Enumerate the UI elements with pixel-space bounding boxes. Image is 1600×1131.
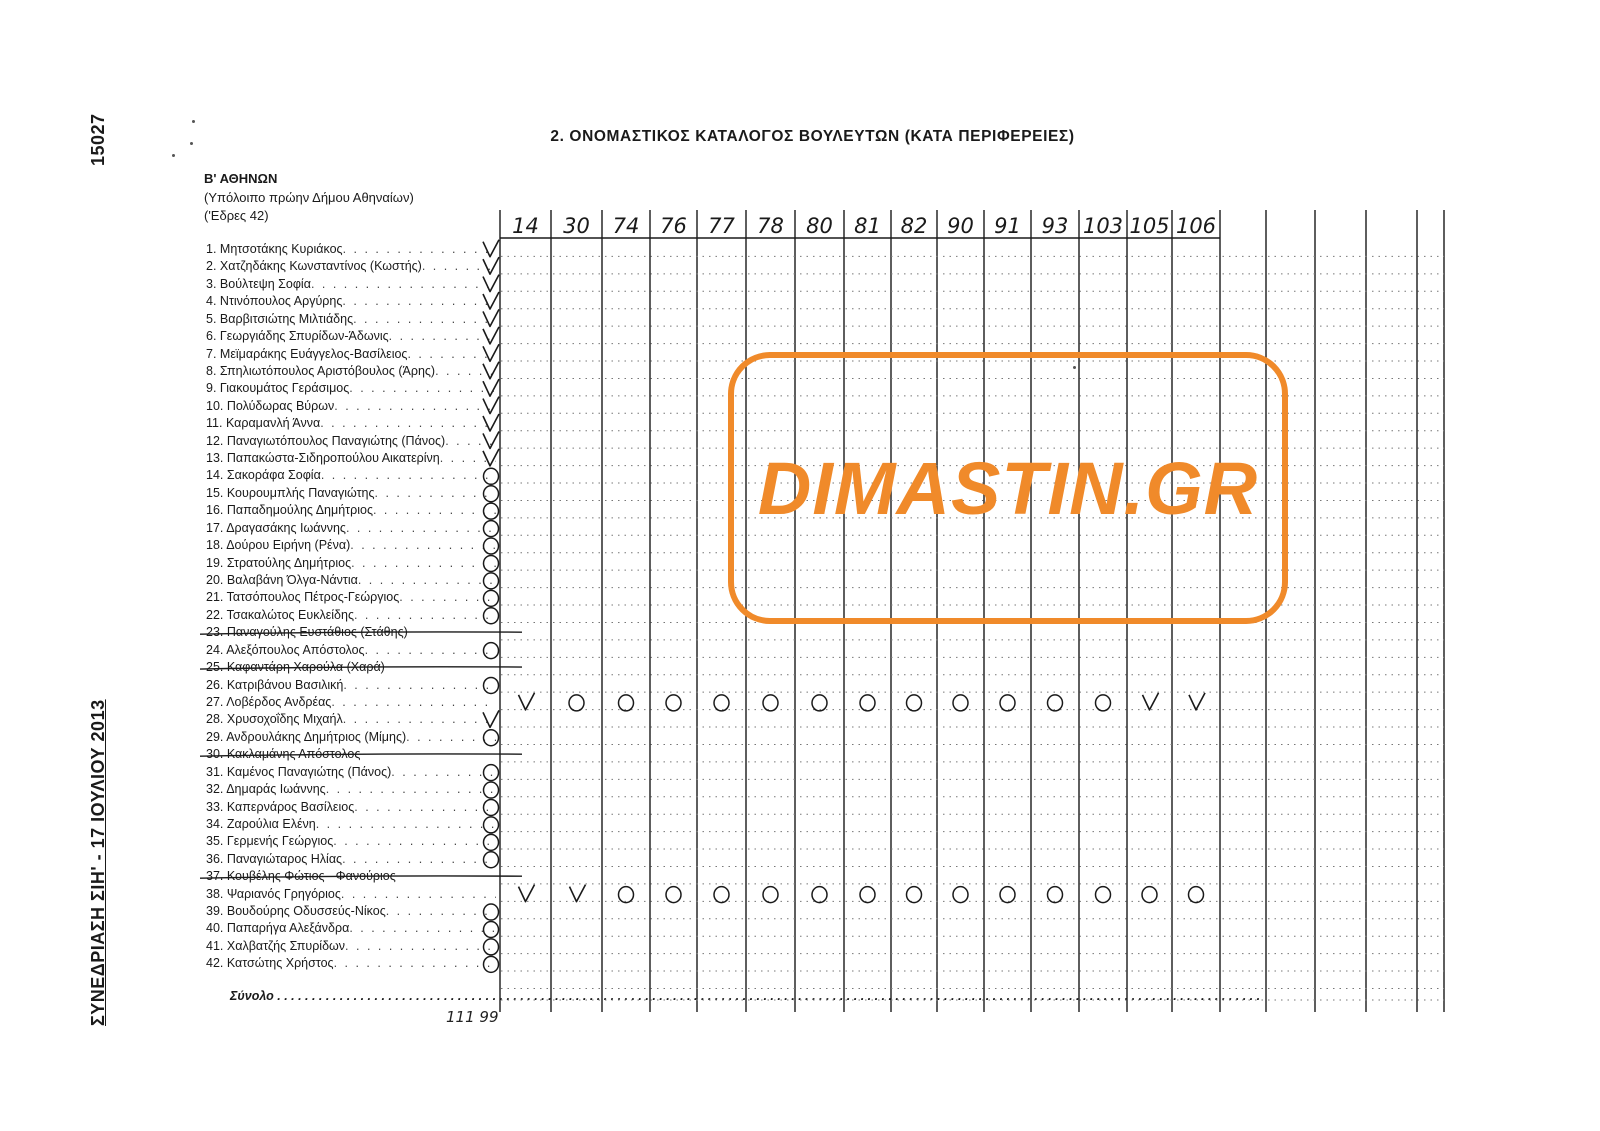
vote-mark-o	[1000, 695, 1015, 711]
strike-line	[200, 754, 522, 756]
total-label: Σύνολο . . . . . . . . . . . . . . . . . . . . . . . . . . . . . . . . . . . . . . . . . . . . . . . . . . . . . . . . . . . . . . . . . . . . . . . . . . . . . . . . . . . . . . . . . . . . . . . . . . . . . . . . . . . . . . . . . . . . . . . . . . . . . . . . . . . . . . . . . . . . . .	[230, 989, 1261, 1003]
column-header: 90	[947, 214, 974, 238]
vote-mark-v	[570, 885, 586, 902]
vote-mark-o	[484, 852, 499, 868]
member-name-text: Χατζηδάκης Κωνσταντίνος (Κωστής)	[219, 259, 422, 274]
member-number: 14.	[206, 468, 224, 483]
column-header: 77	[708, 214, 735, 238]
vote-mark-o	[812, 887, 827, 903]
district-subtitle: (Υπόλοιπο πρώην Δήμου Αθηναίων)	[204, 190, 414, 205]
watermark-text: DIMASTIN.GR	[757, 447, 1259, 530]
member-number: 9.	[206, 381, 217, 396]
vote-mark-o	[666, 695, 681, 711]
member-number: 18.	[206, 538, 224, 553]
vote-mark-v	[1143, 693, 1159, 710]
member-name-text: Καφαντάρη Χαρούλα (Χαρά)	[226, 660, 385, 675]
vote-mark-v	[483, 397, 499, 414]
vote-mark-v	[483, 327, 499, 344]
vote-mark-o	[714, 695, 729, 711]
page-number: 15027	[88, 113, 108, 166]
vote-mark-o	[484, 765, 499, 781]
member-number: 16.	[206, 503, 224, 518]
member-number: 39.	[206, 904, 224, 919]
member-name-text: Γερμενής Γεώργιος	[226, 834, 334, 849]
vote-mark-v	[483, 292, 499, 309]
member-name-text: Βαλαβάνη Όλγα-Νάντια	[226, 573, 358, 588]
member-number: 7.	[206, 346, 217, 361]
vote-mark-o	[1096, 695, 1111, 711]
member-number: 15.	[206, 485, 224, 500]
vote-mark-o	[484, 521, 499, 537]
handwritten-note: 111 99	[446, 1008, 499, 1026]
vote-mark-o	[763, 887, 778, 903]
strike-line	[200, 876, 522, 878]
member-number: 4.	[206, 294, 217, 309]
column-header: 76	[660, 214, 687, 238]
vote-mark-o	[484, 817, 499, 833]
vote-mark-v	[483, 309, 499, 326]
vote-mark-o	[484, 573, 499, 589]
vote-mark-o	[812, 695, 827, 711]
member-name-text: Γεωργιάδης Σπυρίδων-Άδωνις	[219, 329, 389, 344]
member-name-text: Ανδρουλάκης Δημήτριος (Μίμης)	[226, 729, 407, 744]
column-header: 80	[806, 214, 833, 238]
vote-mark-v	[483, 710, 499, 727]
scan-speck	[192, 120, 195, 123]
member-number: 33.	[206, 799, 224, 814]
vote-mark-v	[1189, 693, 1205, 710]
member-number: 21.	[206, 590, 224, 605]
vote-mark-v	[483, 240, 499, 257]
member-number: 37.	[206, 869, 224, 884]
member-name-text: Καραμανλή Άννα	[225, 416, 321, 431]
member-name-text: Τατσόπουλος Πέτρος-Γεώργιος	[226, 590, 400, 605]
member-number: 32.	[206, 782, 224, 797]
member-number: 35.	[206, 834, 224, 849]
member-name-text: Ζαρούλια Ελένη	[226, 816, 316, 831]
member-name-text: Κατσώτης Χρήστος	[226, 956, 334, 971]
vote-mark-o	[484, 782, 499, 798]
member-name-text: Σακοράφα Σοφία	[226, 468, 321, 483]
member-name-text: Πολύδωρας Βύρων	[226, 398, 335, 413]
vote-mark-o	[569, 695, 584, 711]
session-date: ΣΥΝΕΔΡΙΑΣΗ ΣΙΗ' - 17 ΙΟΥΛΙΟΥ 2013	[88, 699, 108, 1026]
member-name-text: Κουβέλης Φώτιος - Φανούριος	[226, 869, 396, 884]
member-name-text: Βουδούρης Οδυσσεύς-Νίκος	[226, 904, 386, 919]
strike-line	[200, 632, 522, 634]
member-name-text: Ντινόπουλος Αργύρης	[219, 294, 343, 309]
column-header: 74	[612, 214, 640, 238]
vote-mark-v	[483, 362, 499, 379]
vote-mark-o	[1096, 887, 1111, 903]
vote-mark-v	[483, 344, 499, 361]
member-name-text: Μητσοτάκης Κυριάκος	[219, 242, 343, 256]
vote-mark-o	[484, 486, 499, 502]
column-header: 82	[900, 214, 928, 238]
member-number: 12.	[206, 433, 224, 448]
member-name-text: Παπαδημούλης Δημήτριος	[226, 503, 373, 518]
vote-mark-o	[860, 887, 875, 903]
member-name-text: Παπακώστα-Σιδηροπούλου Αικατερίνη	[226, 451, 440, 466]
member-number: 10.	[206, 398, 224, 413]
member-number: 11.	[206, 416, 223, 431]
member-number: 42.	[206, 956, 224, 971]
member-name-text: Καπερνάρος Βασίλειος	[226, 799, 355, 814]
vote-mark-o	[484, 921, 499, 937]
vote-mark-o	[619, 695, 634, 711]
vote-mark-o	[763, 695, 778, 711]
member-number: 13.	[206, 451, 224, 466]
vote-mark-o	[484, 643, 499, 659]
vote-mark-o	[953, 695, 968, 711]
vote-mark-v	[483, 275, 499, 292]
vote-mark-o	[619, 887, 634, 903]
vote-mark-v	[483, 257, 499, 274]
member-number: 24.	[206, 642, 224, 657]
strike-line	[200, 667, 522, 669]
column-header: 105	[1129, 214, 1170, 238]
column-header: 93	[1041, 214, 1069, 238]
member-name-text: Μεϊμαράκης Ευάγγελος-Βασίλειος	[219, 346, 408, 361]
member-number: 28.	[206, 712, 224, 727]
column-header: 103	[1082, 214, 1124, 238]
member-name-text: Στρατούλης Δημήτριος	[226, 555, 352, 570]
member-name-text: Παπαρήγα Αλεξάνδρα	[226, 921, 350, 936]
vote-mark-o	[484, 468, 499, 484]
vote-mark-o	[1048, 695, 1063, 711]
member-number: 41.	[206, 938, 224, 953]
member-name-text: Ψαριανός Γρηγόριος	[226, 886, 341, 901]
vote-mark-o	[907, 695, 922, 711]
column-header: 81	[854, 214, 881, 238]
member-name-text: Βαρβιτσιώτης Μιλτιάδης	[219, 311, 354, 326]
vote-mark-o	[484, 834, 499, 850]
member-name-text: Βούλτεψη Σοφία	[219, 276, 311, 291]
scan-speck	[1073, 366, 1076, 369]
member-number: 22.	[206, 607, 224, 622]
vote-mark-o	[953, 887, 968, 903]
vote-mark-o	[484, 730, 499, 746]
member-name-text: Αλεξόπουλος Απόστολος	[226, 642, 365, 657]
vote-mark-v	[483, 431, 499, 448]
member-name-text: Κατριβάνου Βασιλική	[226, 677, 344, 692]
vote-mark-o	[484, 503, 499, 519]
member-number: 25.	[206, 660, 224, 675]
member-number: 31.	[206, 764, 224, 779]
column-header: 91	[994, 214, 1021, 238]
vote-mark-v	[519, 693, 535, 710]
member-number: 8.	[206, 363, 217, 378]
vote-mark-o	[1189, 887, 1204, 903]
member-number: 40.	[206, 921, 224, 936]
member-name-text: Δραγασάκης Ιωάννης	[226, 520, 346, 535]
scan-speck	[172, 154, 175, 157]
vote-mark-o	[1048, 887, 1063, 903]
member-number: 27.	[206, 694, 224, 709]
member-name-text: Δημαράς Ιωάννης	[226, 782, 326, 797]
column-header: 78	[757, 214, 784, 238]
member-name-text: Παναγιωτόπουλος Παναγιώτης (Πάνος)	[226, 433, 446, 448]
member-name-text: Παναγούλης Ευστάθιος (Στάθης)	[226, 625, 408, 640]
vote-mark-o	[714, 887, 729, 903]
member-number: 38.	[206, 886, 224, 901]
member-number: 23.	[206, 625, 224, 640]
member-number: 20.	[206, 573, 224, 588]
member-name-text: Σπηλιωτόπουλος Αριστόβουλος (Άρης)	[219, 363, 436, 378]
vote-mark-v	[483, 449, 499, 466]
member-name-text: Χρυσοχοΐδης Μιχαήλ	[226, 712, 343, 727]
member-name-text: Γιακουμάτος Γεράσιμος	[219, 381, 350, 396]
vote-mark-o	[1142, 887, 1157, 903]
member-name-text: Δούρου Ειρήνη (Ρένα)	[226, 538, 351, 553]
member-number: 3.	[206, 276, 217, 291]
member-name-text: Τσακαλώτος Ευκλείδης	[226, 607, 354, 622]
vote-mark-o	[484, 608, 499, 624]
district-name: Β' ΑΘΗΝΩΝ	[204, 171, 278, 186]
member-number: 19.	[206, 555, 224, 570]
vote-mark-o	[484, 538, 499, 554]
scan-speck	[190, 142, 193, 145]
vote-mark-o	[860, 695, 875, 711]
member-number: 6.	[206, 329, 217, 344]
vote-mark-o	[484, 555, 499, 571]
vote-mark-v	[483, 379, 499, 396]
vote-mark-o	[907, 887, 922, 903]
member-number: 26.	[206, 677, 224, 692]
vote-mark-v	[519, 885, 535, 902]
member-number: 30.	[206, 747, 224, 762]
vote-mark-o	[666, 887, 681, 903]
vote-mark-o	[484, 904, 499, 920]
document-title: 2. ΟΝΟΜΑΣΤΙΚΟΣ ΚΑΤΑΛΟΓΟΣ ΒΟΥΛΕΥΤΩΝ (ΚΑΤΑ ΠΕΡΙΦΕΡΕΙΕΣ)	[550, 128, 1075, 145]
member-name-text: Καμένος Παναγιώτης (Πάνος)	[226, 764, 392, 779]
member-name-text: Κουρουμπλής Παναγιώτης	[226, 485, 375, 500]
member-number: 2.	[206, 259, 217, 274]
member-name-text: Παναγιώταρος Ηλίας	[226, 851, 343, 866]
member-name-text: Χαλβατζής Σπυρίδων	[226, 938, 346, 953]
vote-mark-o	[484, 939, 499, 955]
column-header: 14	[512, 214, 539, 238]
member-number: 17.	[206, 520, 224, 535]
vote-mark-o	[1000, 887, 1015, 903]
column-header: 106	[1175, 214, 1217, 238]
member-number: 1.	[206, 242, 217, 256]
member-number: 36.	[206, 851, 224, 866]
vote-mark-v	[483, 414, 499, 431]
member-name-text: Λοβέρδος Ανδρέας	[226, 694, 332, 709]
member-number: 5.	[206, 311, 217, 326]
column-header: 30	[563, 214, 590, 238]
member-name-text: Κακλαμάνης Απόστολος	[226, 747, 361, 762]
vote-mark-o	[484, 956, 499, 972]
vote-mark-o	[484, 799, 499, 815]
district-seats: ('Εδρες 42)	[204, 208, 269, 223]
member-number: 34.	[206, 816, 224, 831]
member-number: 29.	[206, 729, 224, 744]
vote-mark-o	[484, 677, 499, 693]
watermark-stamp	[728, 352, 1288, 624]
vote-mark-o	[484, 590, 499, 606]
